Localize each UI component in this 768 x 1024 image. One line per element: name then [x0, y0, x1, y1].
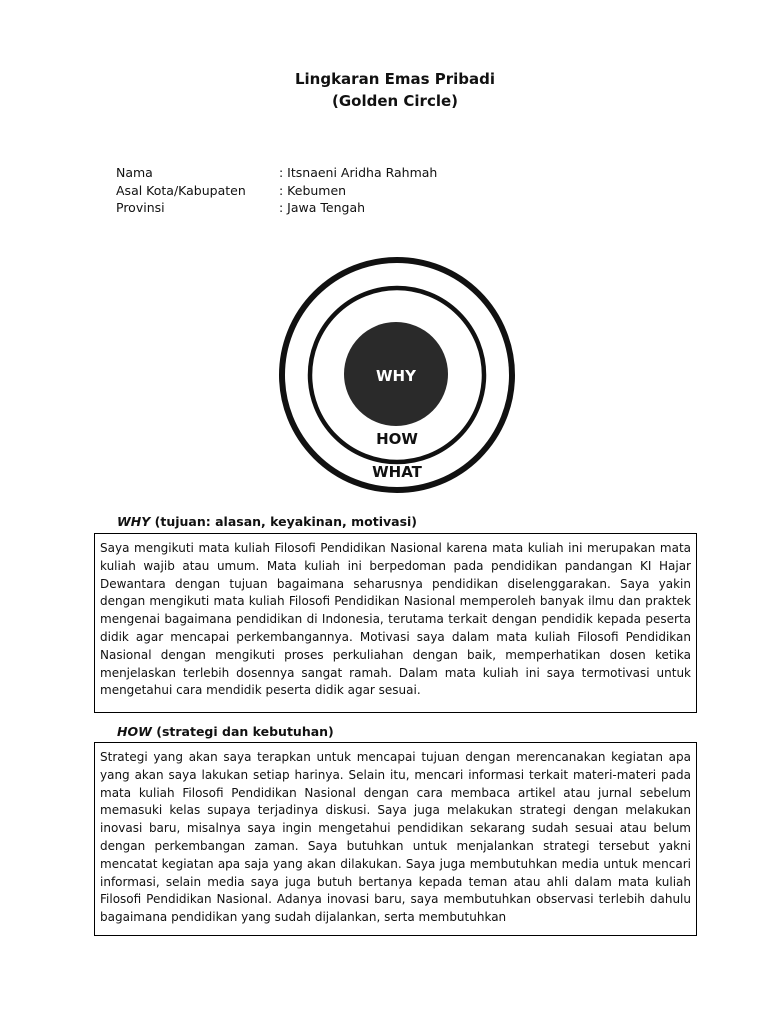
info-value: : Kebumen	[279, 182, 347, 198]
golden-circle-svg	[273, 257, 523, 497]
info-value: : Jawa Tengah	[279, 200, 366, 215]
info-label: Provinsi	[116, 200, 165, 215]
why-heading-keyword: WHY	[117, 514, 151, 529]
how-text-box	[94, 742, 697, 936]
info-value: : Itsnaeni Aridha Rahmah	[279, 165, 438, 180]
why-heading	[117, 514, 417, 529]
why-heading-text: (tujuan: alasan, keyakinan, motivasi)	[150, 514, 418, 529]
why-label: WHY	[376, 367, 416, 385]
info-label: Asal Kota/Kabupaten	[116, 182, 246, 198]
identity-info	[116, 164, 437, 217]
info-row-province	[116, 199, 437, 217]
what-label: WHAT	[372, 463, 422, 481]
title-line-1: Lingkaran Emas Pribadi	[294, 70, 496, 88]
why-paragraph: Saya mengikuti mata kuliah Filosofi Pendidikan Nasional karena mata kuliah ini merupakan mata kuliah wajib atau umum. Mata kuliah ini berpedoman pada pendidikan pandangan KI Hajar Dewantara dengan tujuan bagaimana seharusnya pendidikan diselenggarakan. Saya yakin dengan mengikuti mata kuliah Filosofi Pendidikan Nasional memperoleh banyak ilmu dan praktek mengenai bagaimana pendidikan di Indonesia, terutama terkait dengan pendidik kepada peserta didik agar mencapai perkembangannya. Motivasi saya dalam mata kuliah Filosofi Pendidikan Nasional dengan mengikuti proses perkuliahan dengan baik, memperhatikan dosen ketika menjelaskan terlebih dosennya sangat ramah. Dalam mata kuliah ini saya termotivasi untuk mengetahui cara mendidik peserta didik agar sesuai.	[100, 541, 691, 698]
document-title	[0, 68, 768, 112]
title-line-2: (Golden Circle)	[331, 92, 459, 110]
info-row-city	[116, 182, 437, 200]
how-heading	[117, 724, 334, 739]
info-label: Nama	[116, 165, 153, 180]
how-label: HOW	[376, 430, 418, 448]
info-row-name	[116, 164, 437, 182]
how-heading-keyword: HOW	[117, 724, 152, 739]
golden-circle-diagram	[273, 257, 523, 497]
why-text-box	[94, 533, 697, 713]
how-paragraph: Strategi yang akan saya terapkan untuk mencapai tujuan dengan merencanakan kegiatan apa yang akan saya lakukan setiap harinya. Selain itu, mencari informasi terkait materi-materi pada mata kuliah Filosofi Pendidikan Nasional dengan cara membaca artikel atau jurnal sebelum memasuki kelas supaya terjadinya diskusi. Saya juga melakukan strategi dengan melakukan inovasi baru, misalnya saya ingin mengetahui pendidikan sekarang sudah sesuai atau belum dengan perkembangan zaman. Saya butuhkan untuk menjalankan strategi tersebut yakni mencatat kegiatan apa saja yang akan dilakukan. Saya juga membutuhkan media untuk mencari informasi, selain media saya juga butuh bertanya kepada teman atau ahli dalam mata kuliah Filosofi Pendidikan Nasional. Adanya inovasi baru, saya membutuhkan observasi terlebih dahulu bagaimana pendidikan yang sudah dijalankan, serta membutuhkan	[100, 750, 691, 925]
how-heading-text: (strategi dan kebutuhan)	[151, 724, 334, 739]
